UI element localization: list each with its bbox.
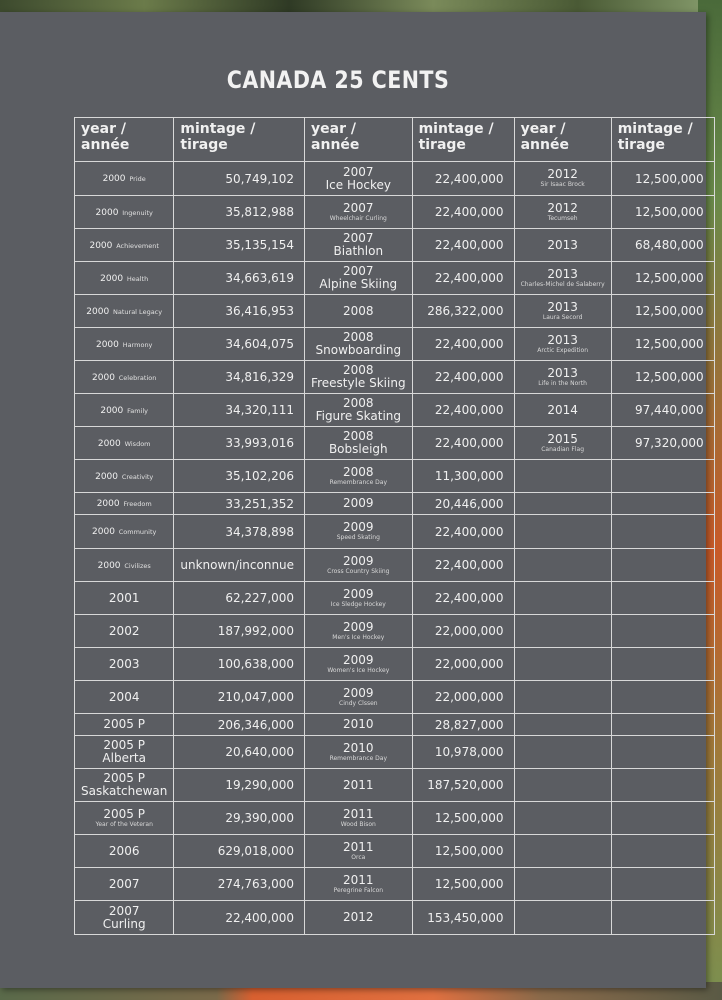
coin-subject: Civilizes — [124, 561, 151, 570]
coin-subject: Wisdom — [124, 439, 151, 448]
year-value: 2000 — [97, 438, 121, 449]
mintage-cell: 34,378,898 — [174, 515, 305, 549]
coin-subject: Sir Isaac Brock — [540, 181, 585, 188]
mintage-cell: 100,638,000 — [174, 648, 305, 681]
year-value: 2002 — [108, 623, 140, 638]
mintage-cell — [611, 615, 714, 648]
mintage-cell: 22,400,000 — [412, 262, 514, 295]
table-row — [75, 361, 715, 394]
year-cell — [514, 493, 611, 515]
year-cell — [75, 229, 174, 262]
mintage-cell: 286,322,000 — [412, 295, 514, 328]
coin-subject: Saskatchewan — [81, 784, 168, 798]
year-value: 2000 — [95, 207, 119, 218]
mintage-cell: 22,000,000 — [412, 648, 514, 681]
year-cell — [514, 427, 611, 460]
year-value: 2004 — [108, 689, 140, 704]
mintage-cell — [611, 460, 714, 493]
coin-subject: Wood Bison — [340, 820, 376, 828]
year-cell — [514, 582, 611, 615]
year-value: 2013 — [547, 266, 578, 281]
mintage-cell: 274,763,000 — [174, 868, 305, 901]
mintage-cell: 28,827,000 — [412, 714, 514, 736]
year-cell — [305, 515, 413, 549]
coin-subject: Remembrance Day — [329, 478, 388, 486]
year-value: 2000 — [86, 306, 110, 317]
year-cell — [75, 328, 174, 361]
table-row — [75, 427, 715, 460]
mintage-cell — [611, 582, 714, 615]
year-cell — [514, 802, 611, 835]
year-value: 2007 — [108, 903, 140, 918]
table-row — [75, 714, 715, 736]
year-value: 2014 — [547, 402, 578, 417]
mintage-cell: 12,500,000 — [611, 162, 714, 196]
mintage-cell: 33,993,016 — [174, 427, 305, 460]
coin-subject: Remembrance Day — [329, 754, 388, 762]
table-row — [75, 262, 715, 295]
year-value: 2000 — [102, 174, 126, 184]
table-row — [75, 868, 715, 901]
year-value: 2000 — [96, 499, 120, 509]
year-cell — [75, 262, 174, 295]
mintage-cell: 22,000,000 — [412, 681, 514, 714]
year-cell — [75, 582, 174, 615]
year-value: 2008 — [343, 363, 374, 377]
mintage-cell: 20,446,000 — [412, 493, 514, 515]
year-value: 2009 — [343, 652, 374, 667]
year-cell — [514, 736, 611, 769]
table-row — [75, 736, 715, 769]
year-cell — [75, 648, 174, 681]
year-cell — [305, 361, 413, 394]
year-value: 2010 — [343, 717, 374, 731]
year-value: 2013 — [547, 365, 578, 380]
year-value: 2007 — [343, 231, 374, 245]
coin-subject: Curling — [102, 916, 146, 931]
coin-subject: Harmony — [122, 340, 153, 349]
year-cell — [305, 493, 413, 515]
mintage-cell: 22,400,000 — [412, 515, 514, 549]
coin-subject: Freestyle Skiing — [311, 376, 406, 390]
year-cell — [305, 427, 413, 460]
year-value: 2003 — [108, 656, 140, 671]
year-cell — [75, 549, 174, 582]
year-value: 2005 P — [103, 771, 145, 785]
mintage-cell: 97,440,000 — [611, 394, 714, 427]
year-cell — [305, 394, 413, 427]
mintage-cell — [611, 549, 714, 582]
header-mintage: mintage / tirage — [412, 118, 514, 162]
header-year: year / année — [514, 118, 611, 162]
coin-subject: Tecumseh — [547, 214, 578, 222]
year-cell — [305, 162, 413, 196]
mintage-cell: 35,812,988 — [174, 196, 305, 229]
mintage-cell: 22,400,000 — [412, 361, 514, 394]
mintage-cell — [611, 802, 714, 835]
year-value: 2001 — [108, 590, 140, 605]
mintage-cell: 12,500,000 — [412, 802, 514, 835]
coin-subject: Biathlon — [333, 244, 384, 258]
year-value: 2007 — [108, 876, 140, 891]
coin-subject: Celebration — [118, 373, 157, 382]
year-value: 2000 — [100, 405, 124, 416]
year-cell — [514, 648, 611, 681]
mintage-cell: 10,978,000 — [412, 736, 514, 769]
year-cell — [305, 460, 413, 493]
header-year: year / année — [305, 118, 413, 162]
mintage-cell: 62,227,000 — [174, 582, 305, 615]
year-cell — [75, 394, 174, 427]
mintage-cell: 34,604,075 — [174, 328, 305, 361]
year-value: 2008 — [343, 303, 374, 318]
year-value: 2011 — [343, 872, 374, 887]
year-cell — [75, 460, 174, 493]
coin-subject: Family — [127, 406, 149, 415]
coin-subject: Ice Sledge Hockey — [330, 600, 386, 608]
table-row — [75, 515, 715, 549]
mintage-cell: 22,400,000 — [412, 328, 514, 361]
year-cell — [305, 262, 413, 295]
mintage-cell: 12,500,000 — [611, 361, 714, 394]
mintage-cell — [611, 868, 714, 901]
table-row — [75, 802, 715, 835]
year-value: 2000 — [95, 471, 118, 482]
mintage-cell: 11,300,000 — [412, 460, 514, 493]
coin-subject: Charles-Michel de Salaberry — [520, 280, 605, 288]
year-cell — [514, 615, 611, 648]
mintage-cell: 22,400,000 — [412, 196, 514, 229]
year-value: 2011 — [343, 839, 374, 854]
year-value: 2005 P — [103, 717, 145, 731]
year-cell — [305, 648, 413, 681]
year-cell — [75, 714, 174, 736]
mintage-cell: 12,500,000 — [611, 262, 714, 295]
mintage-cell: 22,400,000 — [412, 162, 514, 196]
coin-subject: Snowboarding — [315, 343, 402, 357]
year-value: 2009 — [343, 685, 374, 700]
year-cell — [75, 835, 174, 868]
mintage-cell — [611, 493, 714, 515]
year-cell — [75, 493, 174, 515]
mintage-table — [74, 117, 715, 935]
mintage-cell — [611, 736, 714, 769]
table-row — [75, 582, 715, 615]
coin-subject: Natural Legacy — [113, 307, 163, 316]
year-cell — [75, 515, 174, 549]
coin-subject: Laura Secord — [542, 313, 583, 321]
year-cell — [75, 681, 174, 714]
year-value: 2009 — [343, 586, 374, 601]
mintage-cell: 36,416,953 — [174, 295, 305, 328]
table-row — [75, 295, 715, 328]
year-cell — [75, 868, 174, 901]
coin-subject: Year of the Veteran — [95, 820, 153, 828]
year-cell — [514, 361, 611, 394]
year-cell — [305, 196, 413, 229]
mintage-cell: 34,320,111 — [174, 394, 305, 427]
mintage-cell: 12,500,000 — [412, 868, 514, 901]
year-cell — [514, 868, 611, 901]
mintage-cell — [611, 769, 714, 802]
year-cell — [305, 736, 413, 769]
year-cell — [305, 615, 413, 648]
year-cell — [514, 769, 611, 802]
year-value: 2005 P — [103, 806, 145, 821]
year-cell — [75, 736, 174, 769]
year-cell — [514, 549, 611, 582]
mintage-cell: 22,400,000 — [412, 582, 514, 615]
year-value: 2009 — [343, 553, 374, 568]
table-row — [75, 901, 715, 935]
year-value: 2011 — [343, 777, 374, 792]
year-value: 2013 — [547, 237, 578, 252]
coin-subject: Freedom — [123, 500, 152, 508]
year-value: 2011 — [343, 806, 374, 821]
year-value: 2000 — [89, 240, 113, 251]
coin-subject: Health — [126, 274, 149, 283]
table-row — [75, 681, 715, 714]
year-cell — [305, 229, 413, 262]
table-row — [75, 493, 715, 515]
year-value: 2000 — [92, 527, 115, 537]
mintage-cell: 19,290,000 — [174, 769, 305, 802]
year-cell — [305, 868, 413, 901]
year-value: 2009 — [343, 619, 374, 634]
mintage-cell: 34,663,619 — [174, 262, 305, 295]
year-cell — [514, 328, 611, 361]
mintage-cell: unknown/inconnue — [174, 549, 305, 582]
year-value: 2010 — [343, 740, 374, 755]
year-cell — [514, 262, 611, 295]
mintage-cell: 22,400,000 — [412, 394, 514, 427]
coin-subject: Creativity — [121, 472, 154, 481]
year-value: 2005 P — [103, 738, 145, 752]
mintage-cell: 50,749,102 — [174, 162, 305, 196]
year-cell — [305, 295, 413, 328]
year-value: 2012 — [547, 167, 578, 181]
year-cell — [75, 196, 174, 229]
mintage-cell — [611, 901, 714, 935]
mintage-cell: 12,500,000 — [611, 196, 714, 229]
coin-subject: Cross Country Skiing — [327, 567, 390, 575]
mintage-cell: 12,500,000 — [611, 328, 714, 361]
year-value: 2000 — [92, 372, 115, 383]
mintage-cell: 629,018,000 — [174, 835, 305, 868]
mintage-cell: 12,500,000 — [412, 835, 514, 868]
year-cell — [514, 681, 611, 714]
year-cell — [514, 229, 611, 262]
mintage-cell: 22,400,000 — [412, 229, 514, 262]
year-cell — [514, 714, 611, 736]
year-cell — [75, 162, 174, 196]
table-row — [75, 615, 715, 648]
year-cell — [75, 802, 174, 835]
mintage-cell: 35,135,154 — [174, 229, 305, 262]
coin-subject: Life in the North — [538, 379, 587, 387]
year-value: 2007 — [343, 264, 374, 278]
coin-subject: Canadian Flag — [541, 445, 585, 453]
table-body — [75, 162, 715, 935]
coin-subject: Peregrine Falcon — [333, 886, 384, 894]
year-value: 2009 — [343, 520, 374, 534]
year-cell — [514, 835, 611, 868]
year-value: 2013 — [547, 299, 578, 314]
year-value: 2013 — [547, 332, 578, 347]
table-row — [75, 328, 715, 361]
coin-subject: Bobsleigh — [328, 442, 388, 456]
mintage-cell — [611, 835, 714, 868]
table-row — [75, 394, 715, 427]
coin-subject: Speed Skating — [336, 534, 380, 541]
year-value: 2000 — [100, 273, 124, 284]
year-value: 2012 — [547, 200, 578, 215]
mintage-cell: 68,480,000 — [611, 229, 714, 262]
mintage-cell: 35,102,206 — [174, 460, 305, 493]
year-cell — [514, 196, 611, 229]
coin-subject: Alberta — [102, 751, 146, 765]
mintage-cell — [611, 648, 714, 681]
coin-subject: Community — [118, 528, 157, 536]
header-year: year / année — [75, 118, 174, 162]
mintage-cell: 187,992,000 — [174, 615, 305, 648]
year-cell — [514, 162, 611, 196]
year-cell — [514, 901, 611, 935]
year-cell — [75, 361, 174, 394]
table-row — [75, 549, 715, 582]
year-cell — [75, 901, 174, 935]
coin-subject: Orca — [351, 853, 366, 861]
table-row — [75, 460, 715, 493]
year-cell — [514, 295, 611, 328]
table-row — [75, 769, 715, 802]
year-value: 2008 — [343, 464, 374, 479]
mintage-cell — [611, 681, 714, 714]
mintage-cell: 153,450,000 — [412, 901, 514, 935]
mintage-cell: 20,640,000 — [174, 736, 305, 769]
mintage-cell: 22,400,000 — [412, 549, 514, 582]
coin-subject: Arctic Expedition — [537, 346, 589, 354]
page-title: CANADA 25 CENTS — [226, 66, 450, 94]
year-value: 2008 — [343, 429, 374, 443]
mintage-cell: 206,346,000 — [174, 714, 305, 736]
year-cell — [305, 835, 413, 868]
year-value: 2009 — [343, 496, 374, 510]
table-row — [75, 648, 715, 681]
year-value: 2000 — [97, 560, 121, 571]
coin-subject: Achievement — [116, 241, 159, 250]
mintage-cell: 29,390,000 — [174, 802, 305, 835]
mintage-cell: 22,400,000 — [412, 427, 514, 460]
coin-subject: Pride — [129, 175, 146, 183]
mintage-cell — [611, 515, 714, 549]
mintage-cell: 97,320,000 — [611, 427, 714, 460]
year-value: 2007 — [343, 164, 374, 179]
year-cell — [305, 582, 413, 615]
year-cell — [75, 427, 174, 460]
coin-subject: Ingenuity — [122, 208, 153, 217]
coin-subject: Ice Hockey — [325, 177, 391, 192]
table-row — [75, 229, 715, 262]
mintage-cell: 22,000,000 — [412, 615, 514, 648]
table-row — [75, 835, 715, 868]
header-row — [75, 118, 715, 162]
header-mintage: mintage / tirage — [174, 118, 305, 162]
mintage-cell: 187,520,000 — [412, 769, 514, 802]
year-cell — [75, 769, 174, 802]
year-value: 2006 — [108, 843, 140, 858]
year-value: 2015 — [547, 431, 578, 446]
coin-subject: Cindy Clssen — [339, 699, 378, 707]
coin-subject: Alpine Skiing — [319, 277, 398, 291]
year-cell — [514, 394, 611, 427]
year-cell — [514, 460, 611, 493]
mintage-cell: 33,251,352 — [174, 493, 305, 515]
year-cell — [305, 769, 413, 802]
year-cell — [305, 901, 413, 935]
year-cell — [305, 328, 413, 361]
year-cell — [305, 549, 413, 582]
coin-subject: Women's Ice Hockey — [327, 666, 390, 674]
mintage-cell: 22,400,000 — [174, 901, 305, 935]
year-value: 2007 — [343, 200, 374, 215]
year-value: 2012 — [343, 910, 374, 924]
table-row — [75, 162, 715, 196]
mintage-cell — [611, 714, 714, 736]
coin-subject: Men's Ice Hockey — [332, 633, 385, 641]
year-cell — [305, 681, 413, 714]
mintage-cell: 12,500,000 — [611, 295, 714, 328]
mintage-cell: 210,047,000 — [174, 681, 305, 714]
year-value: 2008 — [343, 330, 374, 344]
year-cell — [75, 295, 174, 328]
year-value: 2000 — [95, 339, 119, 350]
coin-subject: Wheelchair Curling — [329, 214, 387, 222]
mintage-cell: 34,816,329 — [174, 361, 305, 394]
coin-subject: Figure Skating — [315, 409, 402, 423]
year-cell — [305, 714, 413, 736]
year-cell — [305, 802, 413, 835]
year-value: 2008 — [343, 396, 374, 410]
header-mintage: mintage / tirage — [611, 118, 714, 162]
year-cell — [514, 515, 611, 549]
year-cell — [75, 615, 174, 648]
table-row — [75, 196, 715, 229]
